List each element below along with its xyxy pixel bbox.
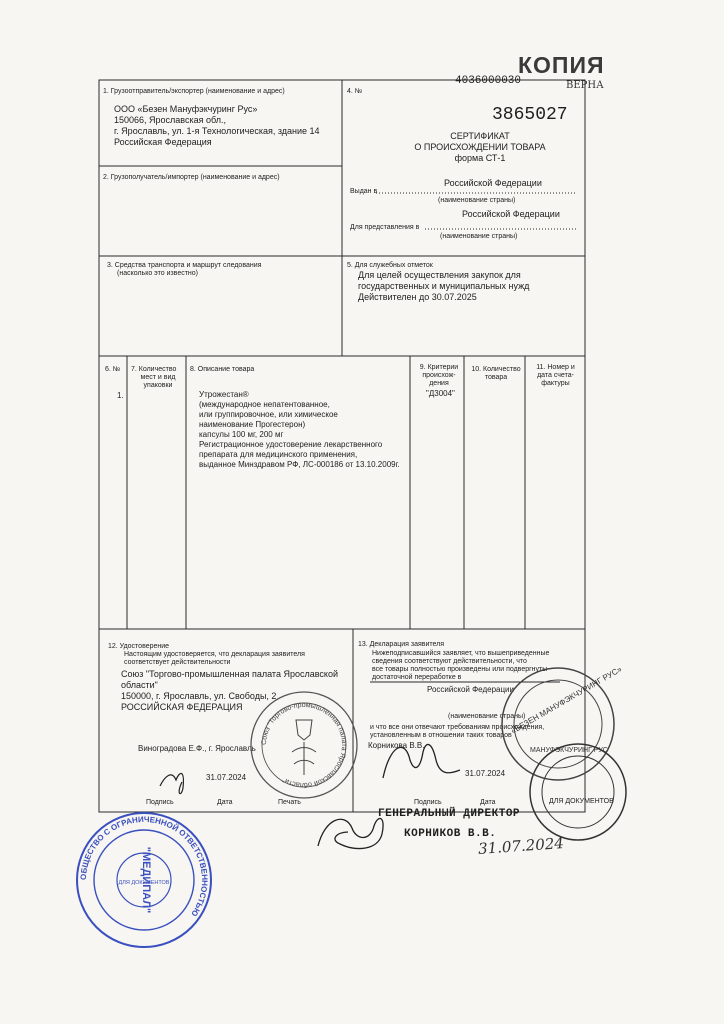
declarant-date-label: Дата: [480, 799, 496, 806]
company-stamp-1-text: «БЕЗЕН МАНУФЭКЧУРИНГ РУС»: [509, 664, 624, 736]
declaration-line: достаточной переработке в: [372, 674, 462, 681]
col-description-header: 8. Описание товара: [190, 366, 255, 373]
box1-label: 1. Грузоотправитель/экспортер (наименование и адрес): [103, 88, 285, 95]
declaration-line: сведения соответствуют действительности, что: [372, 658, 527, 665]
official-note-line: государственных и муниципальных нужд: [358, 281, 530, 291]
chamber-stamp-ring-text: Союз "Торгово-промышленная палата Ярославской области": [260, 701, 348, 789]
goods-line: Регистрационное удостоверение лекарственного: [199, 440, 383, 449]
declaration-tail-line: и что все они отвечают требованиям происхождения,: [370, 724, 545, 731]
header-line: 7. Количество: [131, 366, 177, 373]
header-line: упаковки: [143, 382, 173, 389]
goods-line: препарата для медицинского применения,: [199, 450, 358, 459]
box3-label-line: 3. Средства транспорта и маршрут следования: [107, 262, 262, 269]
official-note-line: Для целей осуществления закупок для: [358, 270, 521, 280]
declarant-name: Корникова В.В.: [368, 741, 425, 750]
goods-line: Утрожестан®: [199, 390, 249, 399]
verna-label: ВЕРНА: [566, 80, 604, 91]
chamber-line: Союз "Торгово-промышленная палата Ярославской: [121, 669, 338, 679]
company-stamp-1-mid: МАНУФЭКЧУРИНГ РУС: [530, 747, 608, 754]
declaration-country-hint: (наименование страны): [448, 713, 526, 720]
certification-date: 31.07.2024: [206, 773, 247, 782]
goods-line: капсулы 100 мг, 200 мг: [199, 430, 284, 439]
col-number-header: 6. №: [105, 366, 121, 373]
box12-label: 12. Удостоверение: [108, 643, 170, 650]
sign-label: Подпись: [146, 799, 174, 806]
box3-label-line: (насколько это известно): [117, 270, 199, 277]
issued-in-label: Выдан в: [350, 188, 378, 195]
chamber-line: области": [121, 680, 158, 690]
header-line: фактуры: [541, 380, 570, 387]
goods-line: (международное непатентованное,: [199, 400, 330, 409]
declaration-country: Российской Федерации: [427, 685, 514, 694]
origin-criteria-value: "Д3004": [426, 389, 455, 398]
country-hint: (наименование страны): [438, 197, 516, 204]
medipal-stamp-name: "МЕДИПАЛ": [140, 846, 152, 914]
exporter-line: ООО «Безен Мануфэкчуринг Рус»: [114, 104, 258, 114]
intro-line: Настоящим удостоверяется, что декларация заявителя: [124, 651, 305, 658]
header-line: дения: [429, 380, 449, 387]
header-line: 11. Номер и: [536, 364, 575, 371]
chamber-line: 150000, г. Ярославль, ул. Свободы, 2: [121, 691, 277, 701]
title-line: форма СТ-1: [454, 153, 506, 163]
title-line: СЕРТИФИКАТ: [450, 131, 510, 141]
intro-line: соответствует действительности: [124, 659, 231, 666]
for-presentation-value: Российской Федерации: [462, 209, 560, 219]
country-hint: (наименование страны): [440, 233, 518, 240]
exporter-line: Российская Федерация: [114, 137, 212, 147]
official-note-line: Действителен до 30.07.2025: [358, 292, 477, 302]
declarant-sign-label: Подпись: [414, 799, 442, 806]
box5-label: 5. Для служебных отметок: [347, 262, 433, 269]
declaration-tail-line: установленным в отношении таких товаров: [370, 732, 512, 739]
copy-stamp-label: КОПИЯ: [518, 52, 605, 78]
header-line: товара: [484, 374, 508, 381]
director-title: ГЕНЕРАЛЬНЫЙ ДИРЕКТОР: [378, 808, 521, 820]
date-label: Дата: [217, 799, 233, 806]
declaration-date: 31.07.2024: [465, 769, 506, 778]
header-line: 10. Количество: [471, 366, 521, 373]
box13-label: 13. Декларация заявителя: [358, 641, 445, 648]
top-number: 4036000030: [455, 75, 522, 87]
certifier-name: Виноградова Е.Ф., г. Ярославль: [138, 744, 256, 753]
goods-line: выданное Минздравом РФ, ЛС-000186 от 13.10.2009г.: [199, 460, 400, 469]
chamber-line: РОССИЙСКАЯ ФЕДЕРАЦИЯ: [121, 702, 243, 712]
header-line: мест и вид: [140, 374, 176, 381]
medipal-stamp-sub: ДЛЯ ДОКУМЕНТОВ: [118, 880, 170, 886]
box4-label: 4. №: [347, 88, 363, 95]
header-line: 9. Критерии: [419, 364, 459, 371]
box2-label: 2. Грузополучатель/импортер (наименование и адрес): [103, 174, 280, 181]
exporter-line: г. Ярославль, ул. 1-я Технологическая, здание 14: [114, 126, 320, 136]
issued-in-value: Российской Федерации: [444, 178, 542, 188]
stamp-label: Печать: [278, 799, 301, 806]
company-stamp-2-text: ДЛЯ ДОКУМЕНТОВ: [549, 798, 614, 805]
director-handwritten-date: 31.07.2024: [477, 834, 565, 858]
medipal-stamp-ring-text: ОБЩЕСТВО С ОГРАНИЧЕННОЙ ОТВЕТСТВЕННОСТЬЮ: [78, 814, 210, 918]
goods-line: или группировочное, или химическое: [199, 410, 338, 419]
header-line: дата счета-: [537, 372, 574, 379]
declaration-line: все товары полностью произведены или подвергнуты: [372, 666, 548, 673]
exporter-line: 150066, Ярославская обл.,: [114, 115, 227, 125]
for-presentation-label: Для представления в: [350, 224, 420, 231]
goods-line: наименование Прогестерон): [199, 420, 306, 429]
header-line: происхож-: [422, 372, 456, 379]
certificate-number: 3865027: [492, 105, 568, 125]
director-name: КОРНИКОВ В.В.: [404, 828, 497, 840]
row-number: 1.: [117, 391, 124, 400]
declaration-line: Нижеподписавшийся заявляет, что вышеприведенные: [372, 650, 550, 657]
title-line: О ПРОИСХОЖДЕНИИ ТОВАРА: [414, 142, 546, 152]
